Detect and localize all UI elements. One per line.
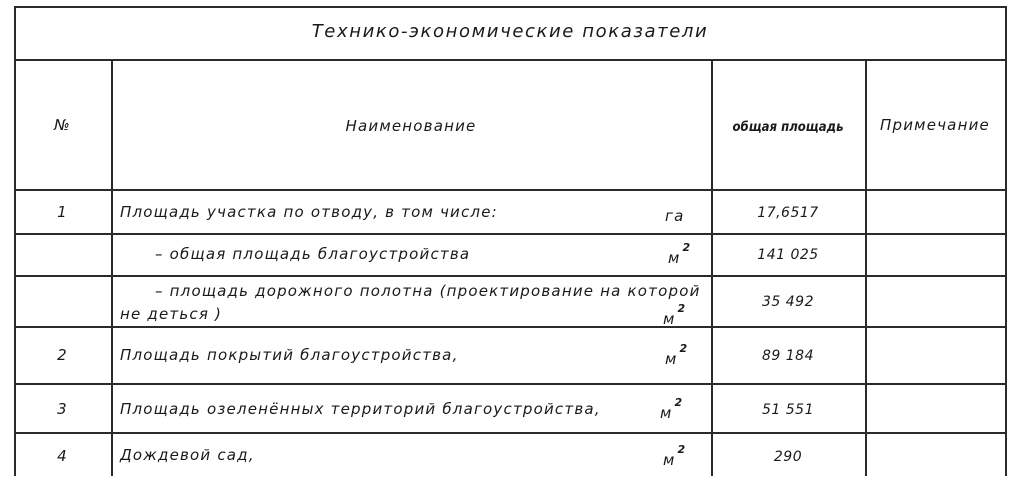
row-3-name-line2: не деться )	[120, 305, 223, 323]
row-2-value: 141 025	[757, 247, 819, 263]
row-1-value: 17,6517	[757, 205, 819, 221]
row-5-unit: $м^2$	[660, 396, 684, 422]
table-line-row2	[14, 275, 1006, 277]
row-2-unit: $м^2$	[668, 241, 692, 267]
row-1-name: Площадь участка по отводу, в том числе:	[120, 203, 498, 221]
row-2-name: – общая площадь благоустройства	[155, 245, 471, 263]
row-6-value: 290	[773, 449, 803, 465]
row-4-unit: $м^2$	[665, 342, 689, 368]
row-4-name: Площадь покрытий благоустройства,	[120, 346, 459, 364]
table-border-right	[1005, 6, 1007, 476]
row-3-value: 35 492	[762, 294, 814, 310]
header-area: общая площадь	[732, 120, 844, 135]
table-line-row1	[14, 233, 1006, 235]
row-5-name: Площадь озеленённых территорий благоустройства,	[120, 400, 601, 418]
header-name: Наименование	[345, 117, 477, 135]
table-border-top	[14, 6, 1006, 8]
table-line-row5	[14, 432, 1006, 434]
row-3-name-line1: – площадь дорожного полотна (проектирование на которой	[155, 282, 701, 300]
table-line-title	[14, 59, 1006, 61]
header-note: Примечание	[880, 116, 990, 134]
table-title: Технико-экономические показатели	[311, 21, 709, 42]
row-1-number: 1	[57, 203, 68, 221]
row-5-value: 51 551	[762, 402, 814, 418]
row-5-number: 3	[57, 400, 68, 418]
row-6-number: 4	[57, 447, 68, 465]
row-4-number: 2	[57, 346, 68, 364]
row-3-unit: $м^2$	[663, 302, 687, 328]
row-6-unit: $м^2$	[663, 443, 687, 469]
table-line-row3	[14, 326, 1006, 328]
header-number: №	[54, 116, 71, 134]
row-1-unit: га	[665, 207, 685, 225]
row-4-value: 89 184	[762, 348, 814, 364]
table-line-header	[14, 189, 1006, 191]
row-6-name: Дождевой сад,	[120, 446, 255, 464]
table-line-row4	[14, 383, 1006, 385]
